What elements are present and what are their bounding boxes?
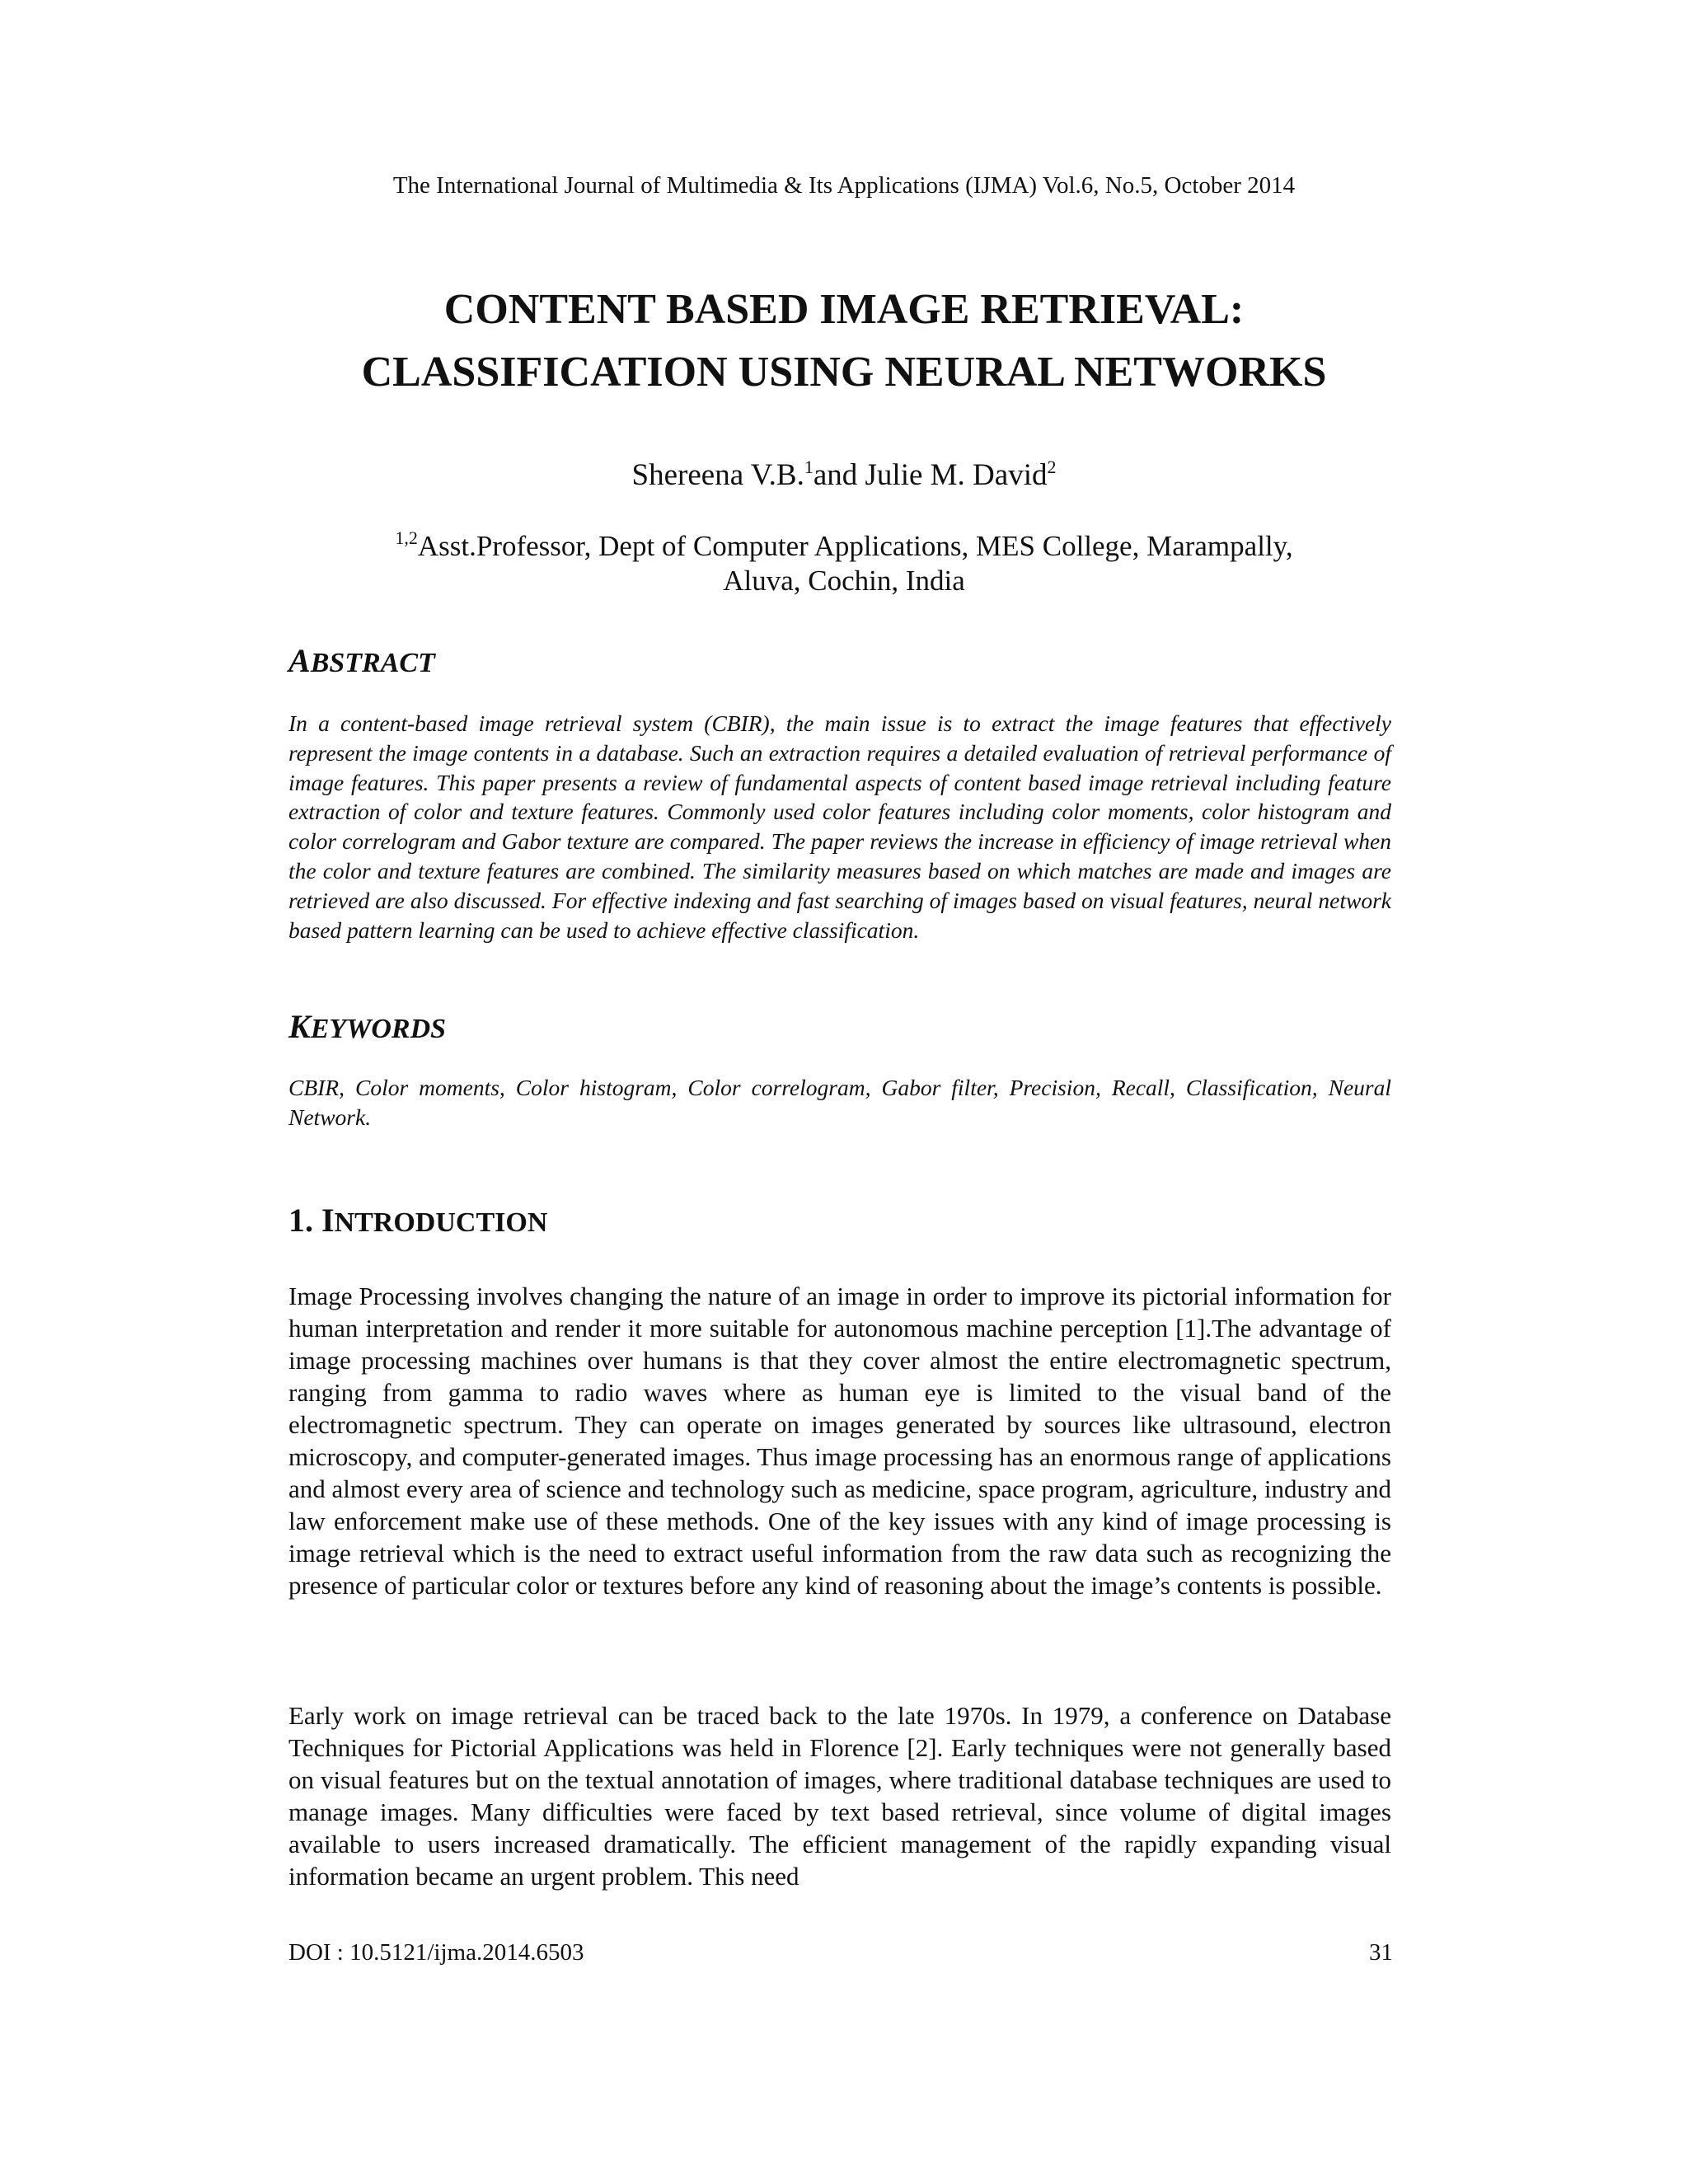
title-line-2: CLASSIFICATION USING NEURAL NETWORKS — [361, 349, 1327, 396]
keywords-heading — [288, 1010, 446, 1047]
introduction-paragraph-1: Image Processing involves changing the nature of an image in order to improve its pictorial information for human interpretation and render it more suitable for autonomous machine perception [1].The advantage of image processing machines over humans is that they cover almost the entire electromagnetic spectrum, ranging from gamma to radio waves where as human eye is limited to the visual band of the electromagnetic spectrum. They can operate on images generated by sources like ultrasound, electron microscopy, and computer-generated images. Thus image processing has an enormous range of applications and almost every area of science and technology such as medicine, space program, agriculture, industry and law enforcement make use of these methods. One of the key issues with any kind of image processing is image retrieval which is the need to extract useful information from the raw data such as recognizing the presence of particular color or textures before any kind of reasoning about the image’s contents is possible. — [288, 1282, 1391, 1600]
author-1-superscript: 1 — [804, 457, 814, 477]
introduction-heading-initial: I — [321, 1202, 335, 1239]
title-line-1: CONTENT BASED IMAGE RETRIEVAL: — [443, 286, 1245, 333]
keywords-heading-initial: K — [288, 1008, 311, 1045]
introduction-heading-number: 1. — [288, 1202, 321, 1239]
introduction-paragraph-2: Early work on image retrieval can be traced back to the late 1970s. In 1979, a conference on Database Techniques for Pictorial Applications was held in Florence [2]. Early techniques were not generally based on visual features but on the textual annotation of images, where traditional database techniques are used to manage images. Many difficulties were faced by text based retrieval, since volume of digital images available to users increased dramatically. The efficient management of the rapidly expanding visual information became an urgent problem. This need — [288, 1701, 1391, 1891]
introduction-heading-rest: NTRODUCTION — [334, 1207, 548, 1238]
page-number: 31 — [1369, 1939, 1393, 1966]
author-2-superscript: 2 — [1047, 457, 1057, 477]
keywords-text: CBIR, Color moments, Color histogram, Color correlogram, Gabor filter, Precision, Recall, Classification, Neural Network. — [288, 1075, 1391, 1130]
keywords-heading-rest: EYWORDS — [310, 1014, 447, 1044]
affiliation-line-1: Asst.Professor, Dept of Computer Applications, MES College, Marampally, — [417, 530, 1293, 562]
footer-doi: DOI : 10.5121/ijma.2014.6503 — [288, 1939, 584, 1966]
author-1-name: Shereena V.B. — [631, 458, 804, 492]
affiliation — [0, 529, 1688, 598]
abstract-heading-initial: A — [288, 642, 311, 679]
affiliation-line-2: Aluva, Cochin, India — [723, 565, 965, 597]
affiliation-superscript: 1,2 — [395, 527, 418, 548]
paper-title — [0, 279, 1688, 404]
journal-header: The International Journal of Multimedia & Its Applications (IJMA) Vol.6, No.5, October 2014 — [392, 172, 1296, 199]
abstract-heading-rest: BSTRACT — [310, 648, 435, 678]
introduction-heading — [288, 1203, 547, 1240]
author-2-name: and Julie M. David — [813, 458, 1048, 492]
abstract-heading — [288, 644, 435, 681]
author-line — [0, 455, 1688, 496]
abstract-text: In a content-based image retrieval system (CBIR), the main issue is to extract the image features that effectively represent the image contents in a database. Such an extraction requires a detailed evaluation of retrieval performance of image features. This paper presents a review of fundamental aspects of content based image retrieval including feature extraction of color and texture features. Commonly used color features including color moments, color histogram and color correlogram and Gabor texture are compared. The paper reviews the increase in efficiency of image retrieval when the color and texture features are combined. The similarity measures based on which matches are made and images are retrieved are also discussed. For effective indexing and fast searching of images based on visual features, neural network based pattern learning can be used to achieve effective classification. — [288, 710, 1391, 943]
